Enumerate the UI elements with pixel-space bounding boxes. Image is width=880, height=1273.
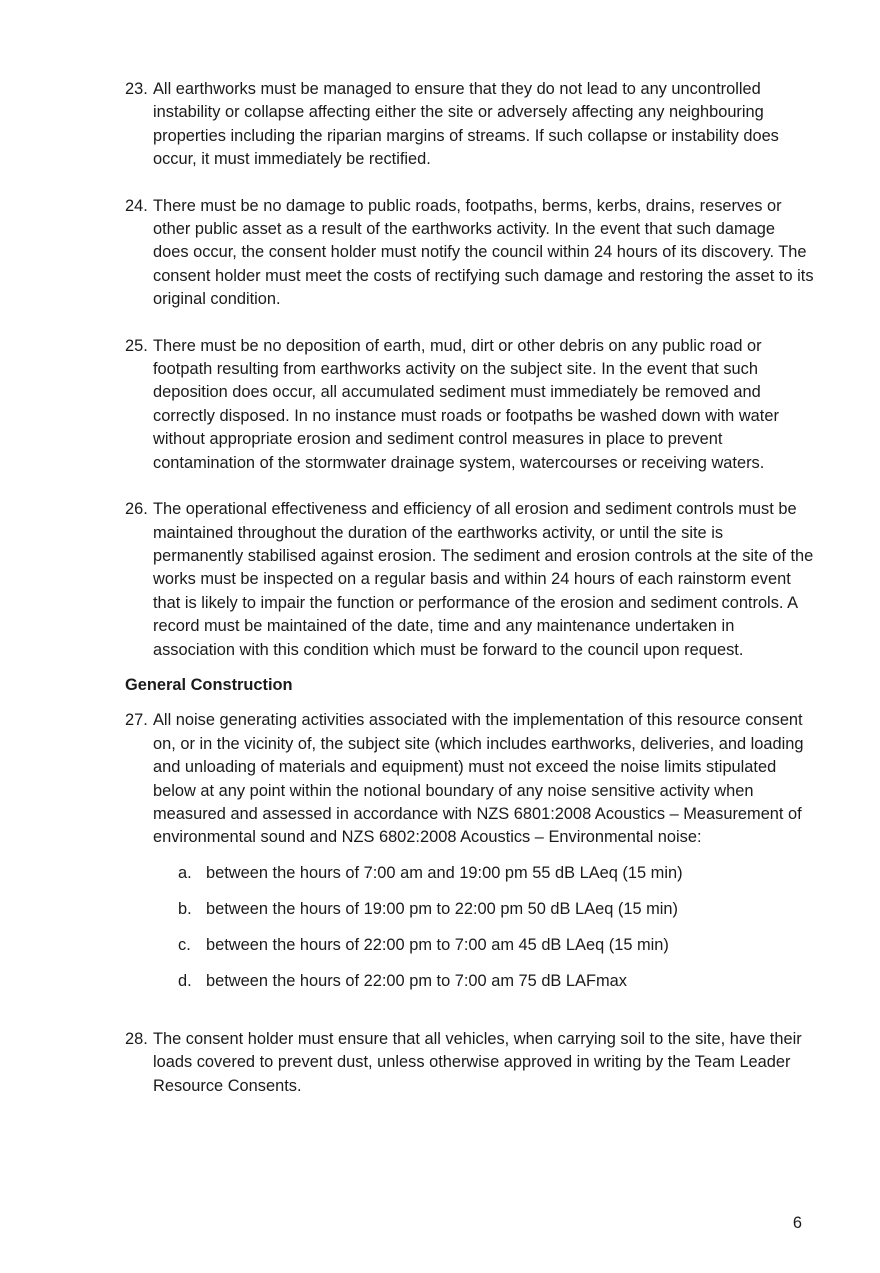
noise-limit-item — [178, 970, 815, 993]
sub-letter: d. — [178, 971, 192, 990]
condition-number: 24. — [125, 196, 148, 215]
paragraph-spacer — [125, 172, 815, 195]
paragraph-spacer — [125, 475, 815, 498]
sub-text: between the hours of 7:00 am and 19:00 pm 55 dB LAeq (15 min) — [206, 863, 683, 882]
noise-limits-list — [178, 862, 815, 993]
condition-text: All noise generating activities associated with the implementation of this resource consent on, or in the vicinity of, the subject site (which includes earthworks, deliveries, and loading and unloading of materials and equipment) must not exceed the noise limits stipulated below at any point within the notional boundary of any noise sensitive activity when measured and assessed in accordance with NZS 6801:2008 Acoustics – Measurement of environmental sound and NZS 6802:2008 Acoustics – Environmental noise: — [153, 711, 804, 847]
condition-number: 25. — [125, 336, 148, 355]
noise-limit-item — [178, 862, 815, 885]
paragraph-spacer — [125, 1006, 815, 1028]
condition-26 — [125, 498, 815, 662]
condition-number: 27. — [125, 711, 148, 730]
condition-number: 28. — [125, 1029, 148, 1048]
condition-number: 23. — [125, 80, 148, 98]
page-number: 6 — [792, 1214, 802, 1232]
section-heading: General Construction — [125, 675, 293, 694]
condition-24 — [125, 195, 815, 312]
sub-letter: b. — [178, 899, 192, 918]
condition-23 — [125, 78, 815, 172]
sub-text: between the hours of 19:00 pm to 22:00 pm 50 dB LAeq (15 min) — [206, 899, 678, 918]
condition-number: 26. — [125, 500, 148, 519]
condition-text: All earthworks must be managed to ensure that they do not lead to any uncontrolled instability or collapse affecting either the site or adversely affecting any neighbouring properties including the riparian margins of streams. If such collapse or instability does occur, it must immediately be rectified. — [153, 80, 779, 169]
condition-27 — [125, 709, 815, 849]
condition-text: The operational effectiveness and efficiency of all erosion and sediment controls must be maintained throughout the duration of the earthworks activity, or until the site is permanently stabilised against erosion. The sediment and erosion controls at the site of the works must be inspected on a regular basis and within 24 hours of each rainstorm event that is likely to impair the function or performance of the erosion and sediment controls. A record must be maintained of the date, time and any maintenance undertaken in association with this condition which must be forward to the council upon request. — [153, 500, 814, 659]
paragraph-spacer — [125, 662, 815, 674]
paragraph-spacer — [125, 312, 815, 335]
condition-25 — [125, 335, 815, 475]
sub-letter: c. — [178, 935, 191, 954]
page-content — [125, 78, 815, 1098]
condition-text: The consent holder must ensure that all vehicles, when carrying soil to the site, have their loads covered to prevent dust, unless otherwise approved in writing by the Team Leader Resource Consents. — [153, 1029, 802, 1095]
sub-text: between the hours of 22:00 pm to 7:00 am 75 dB LAFmax — [206, 971, 627, 990]
paragraph-spacer — [125, 697, 815, 709]
noise-limit-item — [178, 898, 815, 921]
noise-limit-item — [178, 934, 815, 957]
condition-text: There must be no damage to public roads, footpaths, berms, kerbs, drains, reserves or other public asset as a result of the earthworks activity. In the event that such damage does occur, the consent holder must notify the council within 24 hours of its discovery. The consent holder must meet the costs of rectifying such damage and restoring the asset to its original condition. — [153, 196, 814, 309]
condition-28 — [125, 1028, 815, 1098]
sub-letter: a. — [178, 863, 192, 882]
sub-text: between the hours of 22:00 pm to 7:00 am 45 dB LAeq (15 min) — [206, 935, 669, 954]
condition-text: There must be no deposition of earth, mud, dirt or other debris on any public road or footpath resulting from earthworks activity on the subject site. In the event that such deposition does occur, all accumulated sediment must immediately be removed and correctly disposed. In no instance must roads or footpaths be washed down with water without appropriate erosion and sediment control measures in place to prevent contamination of the stormwater drainage system, watercourses or receiving waters. — [153, 336, 779, 472]
